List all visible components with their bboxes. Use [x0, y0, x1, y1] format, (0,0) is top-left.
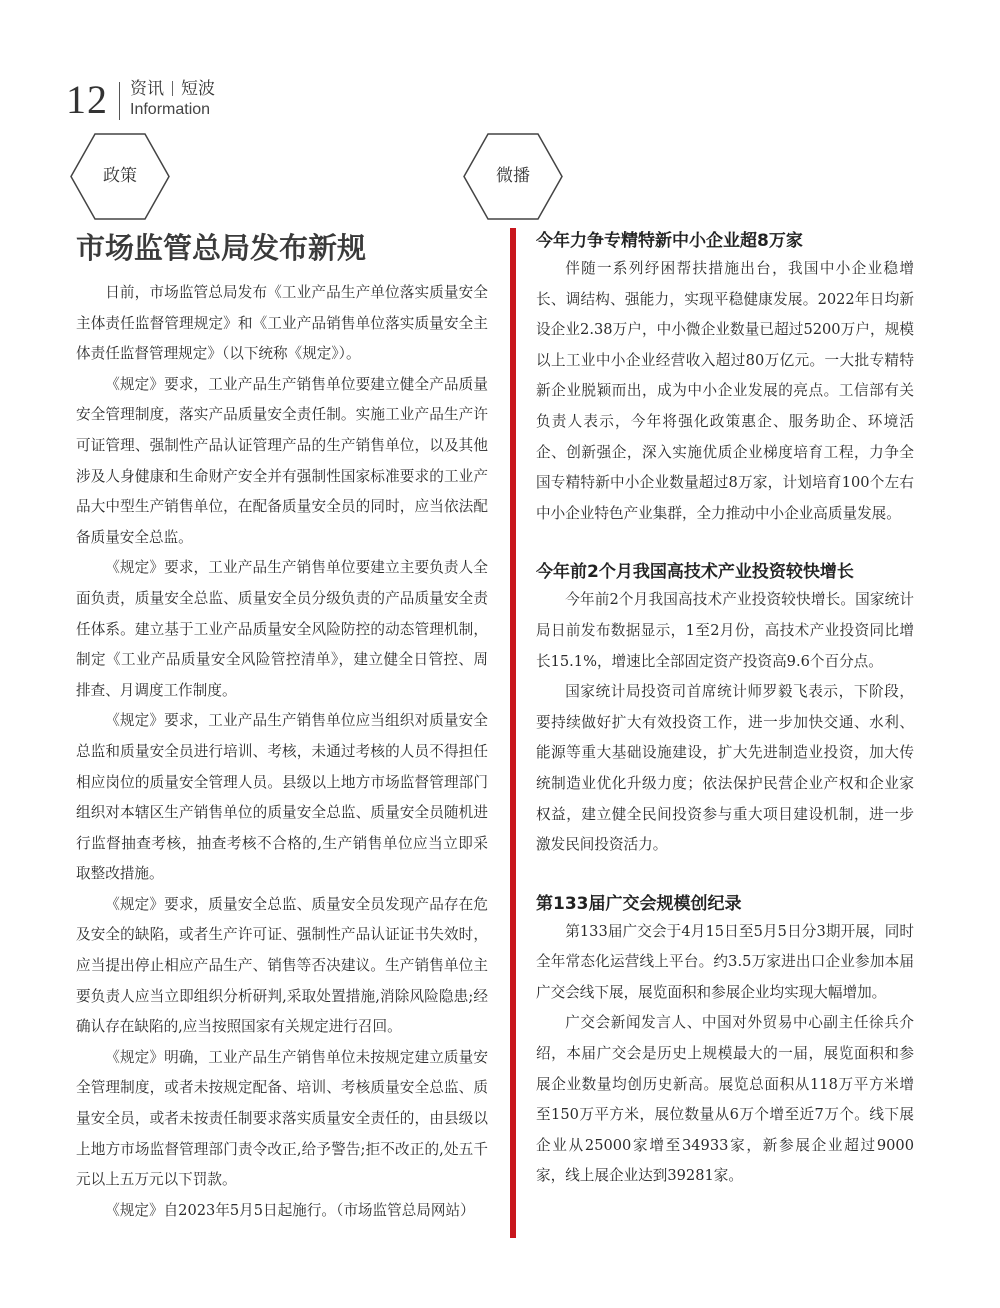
paragraph: 日前，市场监管总局发布《工业产品生产单位落实质量安全主体责任监督管理规定》和《工业产品销售单位落实质量安全主体责任监督管理规定》（以下统称《规定》）。 [76, 284, 488, 363]
paragraph: 第133届广交会于4月15日至5月5日分3期开展，同时全年常态化运营线上平台。约3.5万家进出口企业参加本届广交会线下展，展览面积和参展企业均实现大幅增加。 [536, 922, 914, 1001]
paragraph: 广交会新闻发言人、中国对外贸易中心副主任徐兵介绍，本届广交会是历史上规模最大的一届，展览面积和参展企业数量均创历史新高。展览总面积从118万平方米增至150万平方米，展位数量从6万个增至近7万个。线下展企业从25000家增至34933家，新参展企业超过9000家，线上展企业达到39281家。 [536, 1014, 914, 1185]
news-title: 第133届广交会规模创纪录 [536, 893, 742, 914]
weibo-badge-label: 微播 [496, 166, 530, 186]
right-column [536, 228, 914, 1192]
policy-badge-label: 政策 [103, 166, 137, 186]
paragraph: 今年前2个月我国高技术产业投资较快增长。国家统计局日前发布数据显示，1至2月份，高技术产业投资同比增长15.1%，增速比全部固定资产投资高9.6个百分点。 [536, 591, 914, 670]
paragraph: 《规定》明确，工业产品生产销售单位未按规定建立质量安全管理制度，或者未按规定配备、培训、考核质量安全总监、质量安全员，或者未按责任制要求落实质量安全责任的，由县级以上地方市场监督管理部门责令改正,给予警告;拒不改正的,处五千元以上五万元以下罚款。 [76, 1048, 488, 1189]
article-title: 市场监管总局发布新规 [76, 231, 367, 265]
subsection-name: 短波 [181, 79, 215, 99]
section-english: Information [130, 101, 211, 118]
section-name: 资讯 [130, 79, 164, 99]
paragraph: 《规定》要求，工业产品生产销售单位应当组织对质量安全总监和质量安全员进行培训、考核，未通过考核的人员不得担任相应岗位的质量安全管理人员。县级以上地方市场监督管理部门组织对本辖区生产销售单位的质量安全总监、质量安全员随机进行监督抽查考核，抽查考核不合格的,生产销售单位应当立即采取整改措施。 [76, 712, 488, 883]
paragraph: 《规定》要求，工业产品生产销售单位要建立主要负责人全面负责，质量安全总监、质量安全员分级负责的产品质量安全责任体系。建立基于工业产品质量安全风险防控的动态管理机制，制定《工业产品质量安全风险管控清单》，建立健全日管控、周排查、月调度工作制度。 [76, 559, 488, 699]
news-item [536, 228, 914, 529]
column-divider [510, 228, 516, 1238]
section-label [130, 78, 215, 100]
left-column [76, 228, 488, 1226]
paragraph: 《规定》自2023年5月5日起施行。（市场监管总局网站） [105, 1201, 475, 1219]
page-number: 12 [66, 77, 108, 122]
news-item [536, 891, 914, 1192]
paragraph: 伴随一系列纾困帮扶措施出台，我国中小企业稳增长、调结构、强能力，实现平稳健康发展。2022年日均新设企业2.38万户，中小微企业数量已超过5200万户，规模以上工业中小企业经营收入超过80万亿元。一大批专精特新企业脱颖而出，成为中小企业发展的亮点。工信部有关负责人表示，今年将强化政策惠企、服务助企、环境活企、创新强企，深入实施优质企业梯度培育工程，力争全国专精特新中小企业数量超过8万家，计划培育100个左右中小企业特色产业集群，全力推动中小企业高质量发展。 [536, 260, 914, 522]
paragraph: 国家统计局投资司首席统计师罗毅飞表示，下阶段，要持续做好扩大有效投资工作，进一步加快交通、水利、能源等重大基础设施建设，扩大先进制造业投资，加大传统制造业优化升级力度；依法保护民营企业产权和企业家权益，建立健全民间投资参与重大项目建设机制，进一步激发民间投资活力。 [536, 683, 914, 854]
header-divider [119, 82, 120, 120]
paragraph: 《规定》要求，质量安全总监、质量安全员发现产品存在危及安全的缺陷，或者生产许可证、强制性产品认证证书失效时，应当提出停止相应产品生产、销售等否决建议。生产销售单位主要负责人应当立即组织分析研判,采取处置措施,消除风险隐患;经确认存在缺陷的,应当按照国家有关规定进行召回。 [76, 895, 488, 1036]
section-separator [172, 81, 173, 96]
weibo-badge [463, 133, 563, 220]
news-item [536, 559, 914, 860]
policy-badge [70, 133, 170, 220]
news-title: 今年前2个月我国高技术产业投资较快增长 [536, 562, 854, 583]
news-title: 今年力争专精特新中小企业超8万家 [536, 231, 803, 251]
paragraph: 《规定》要求，工业产品生产销售单位要建立健全产品质量安全管理制度，落实产品质量安全责任制。实施工业产品生产许可证管理、强制性产品认证管理产品的生产销售单位，以及其他涉及人身健康和生命财产安全并有强制性国家标准要求的工业产品大中型生产销售单位，在配备质量安全员的同时，应当依法配备质量安全总监。 [76, 375, 488, 546]
